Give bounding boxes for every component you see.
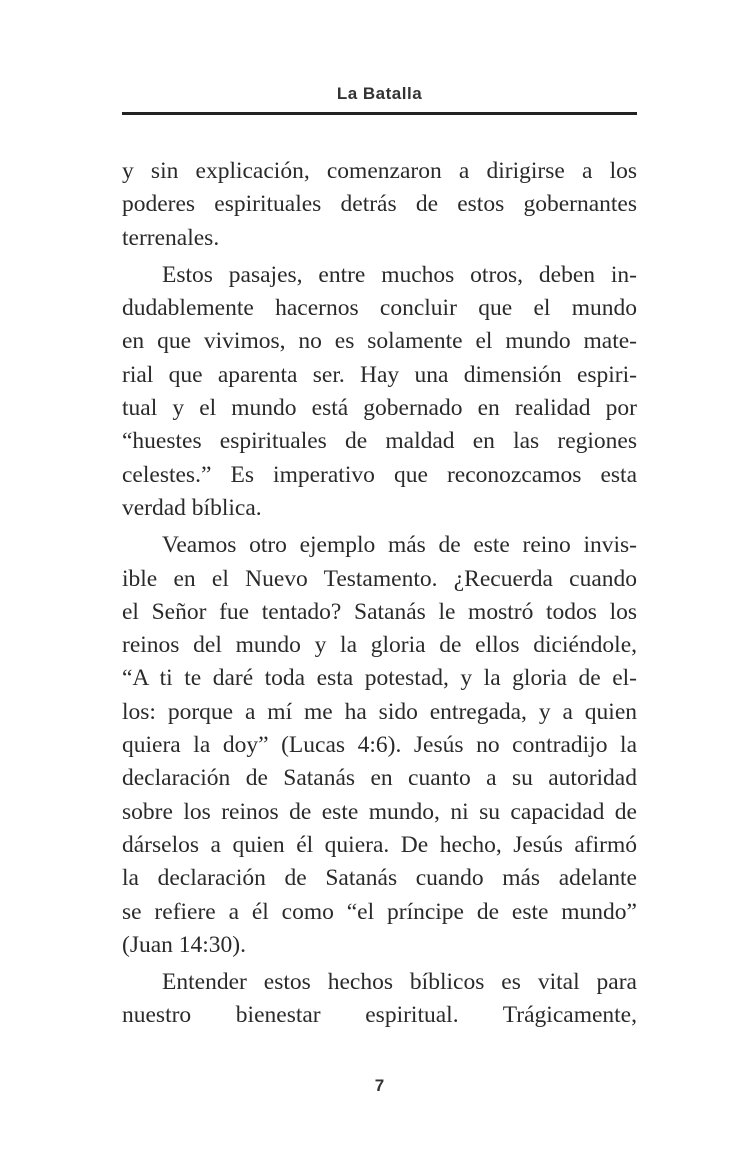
paragraph [122,259,637,525]
body-text [122,155,637,1033]
text-line: terrenales. [122,224,220,251]
text-line: Estos pasajes, entre muchos otros, deben in- [162,261,637,288]
text-line: los: porque a mí me ha sido entregada, y a quien [122,698,637,725]
text-line: y sin explicación, comenzaron a dirigirse a los [122,158,637,184]
text-line: en que vivimos, no es solamente el mundo mate- [122,328,637,355]
paragraph [122,155,637,255]
text-line: poderes espirituales detrás de estos gobernantes [122,191,637,218]
text-line: quiera la doy” (Lucas 4:6). Jesús no contradijo la [122,732,637,759]
text-line: Entender estos hechos bíblicos es vital para [162,969,637,996]
text-line: verdad bíblica. [122,494,262,521]
running-head-title: La Batalla [336,84,423,103]
text-line: (Juan 14:30). [122,931,247,958]
text-line: rial que aparenta ser. Hay una dimensión espiri- [122,361,637,388]
text-line: “A ti te daré toda esta potestad, y la gloria de el- [122,665,637,692]
text-line: tual y el mundo está gobernado en realidad por [122,395,637,422]
text-line: declaración de Satanás en cuanto a su autoridad [122,765,637,792]
text-line: ible en el Nuevo Testamento. ¿Recuerda cuando [122,565,637,592]
text-line: el Señor fue tentado? Satanás le mostró todos los [122,598,637,625]
paragraph [122,966,637,1033]
text-line: dudablemente hacernos concluir que el mundo [122,295,637,322]
text-line: Veamos otro ejemplo más de este reino invis- [162,532,637,559]
text-line: “huestes espirituales de maldad en las regiones [122,428,637,455]
header-rule [122,112,637,115]
text-line: sobre los reinos de este mundo, ni su capacidad de [122,798,637,825]
page-number: 7 [374,1076,385,1095]
text-line: la declaración de Satanás cuando más adelante [122,865,637,892]
text-line: se refiere a él como “el príncipe de este mundo” [122,898,637,925]
paragraph [122,529,637,962]
text-line: dárselos a quien él quiera. De hecho, Jesús afirmó [122,831,637,858]
text-line: nuestro bienestar espiritual. Trágicamente, [122,1002,637,1029]
text-line: reinos del mundo y la gloria de ellos diciéndole, [122,632,637,659]
text-line: celestes.” Es imperativo que reconozcamos esta [122,461,637,488]
